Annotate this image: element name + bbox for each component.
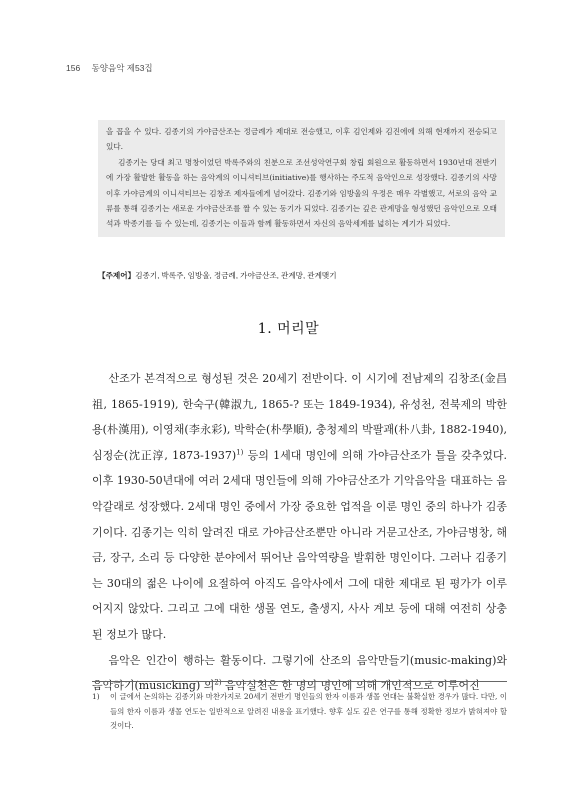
journal-title: 동양음악 제53집 xyxy=(91,63,153,73)
body-text-segment: 등의 1세대 명인에 의해 가야금산조가 틀을 갖추었다. 이후 1930-50년대에 여러 2세대 명인들에 의해 가야금산조가 기악음악을 대표하는 음악갈래로 성장했다. 2세대 명인 중에서 가장 중요한 업적을 이룬 명인 중의 하나가 김종기이다. 김종기는 익히 알려진 대로 가야금산조뿐만 아니라 거문고산조, 가야금병창, 해금, 장구, 소리 등 다양한 분야에서 뛰어난 음악역량을 발휘한 명인이다. 그러나 김종기는 30대의 젊은 나이에 요절하여 아직도 음악사에서 그에 대한 제대로 된 평가가 이루어지지 않았다. 그리고 그에 대한 생몰 연도, 출생지, 사사 계보 등에 대해 여전히 상충된 정보가 많다. xyxy=(92,448,507,641)
footnote-text: 이 글에서 논의하는 김종기와 마찬가지로 20세기 전반기 명인들의 한자 이름과 생몰 연대는 불확실한 경우가 많다. 다만, 이들의 한자 이름과 생몰 연도는 일반적으로 알려진 내용을 표기했다. 향후 실도 깊은 연구를 통해 정확한 정보가 밝혀져야 할 것이다. xyxy=(110,692,507,730)
body-text xyxy=(92,366,507,699)
footnote-divider xyxy=(92,681,507,682)
abstract-box xyxy=(98,120,505,237)
footnote-ref[interactable]: 1) xyxy=(236,448,244,457)
abstract-paragraph: 김종기는 당대 최고 명창이었던 박록주와의 친분으로 조선성악연구회 창립 회원으로 활동하면서 1930년대 전반기에 가장 활발한 활동을 하는 음악계의 이니셔티브(initiative)를 행사하는 주도적 음악인으로 성장했다. 김종기의 사망 이후 가야금계의 이니셔티브는 김창조 제자들에게 넘어갔다. 김종기와 임방울의 우정은 매우 각별했고, 서로의 음악 교류를 통해 김종기는 새로운 가야금산조를 짤 수 있는 동기가 되었다. 김종기는 깊은 관계망을 형성했던 음악인으로 오태석과 박종기를 들 수 있는데, 김종기는 이들과 함께 활동하면서 자신의 음악세계를 넓히는 계기가 되었다. xyxy=(106,157,497,229)
body-text-segment: 음악은 인간이 행하는 활동이다. 그렇기에 산조의 음악만들기(music-making)와 음악하기(musicking) 의 xyxy=(92,653,507,693)
section-heading: 1. 머리말 xyxy=(257,321,320,337)
keywords-line xyxy=(98,270,337,281)
keywords-text: 김종기, 박록주, 임방울, 정금례, 가야금산조, 관계망, 관계맺기 xyxy=(135,271,337,280)
running-head xyxy=(66,62,153,74)
footnote-ref[interactable]: 2) xyxy=(214,678,222,687)
page-number: 156 xyxy=(66,63,81,73)
body-paragraph xyxy=(92,366,507,648)
abstract-paragraph: 을 꼽을 수 있다. 김종기의 가야금산조는 정금례가 제대로 전승했고, 이후 김인제와 김진에에 의해 현재까지 전승되고 있다. xyxy=(106,127,497,152)
body-text-segment: 음악실천은 한 명의 명인에 의해 개인적으로 이루어진 xyxy=(221,679,480,693)
footnote-number: 1) xyxy=(92,692,100,701)
footnote xyxy=(92,690,507,734)
body-text-segment: 산조가 본격적으로 형성된 것은 20세기 전반이다. 이 시기에 전남제의 김창조(金昌祖, 1865-1919), 한숙구(韓淑九, 1865-? 또는 1849-1934), 유성천, 전북제의 박한용(朴漢用), 이영채(李永彩), 박학순(朴學順), 충청제의 박팔괘(朴八卦, 1882-1940), 심정순(沈正淳, 1873-1937) xyxy=(92,372,507,462)
keywords-label: 【주제어】 xyxy=(98,271,136,280)
